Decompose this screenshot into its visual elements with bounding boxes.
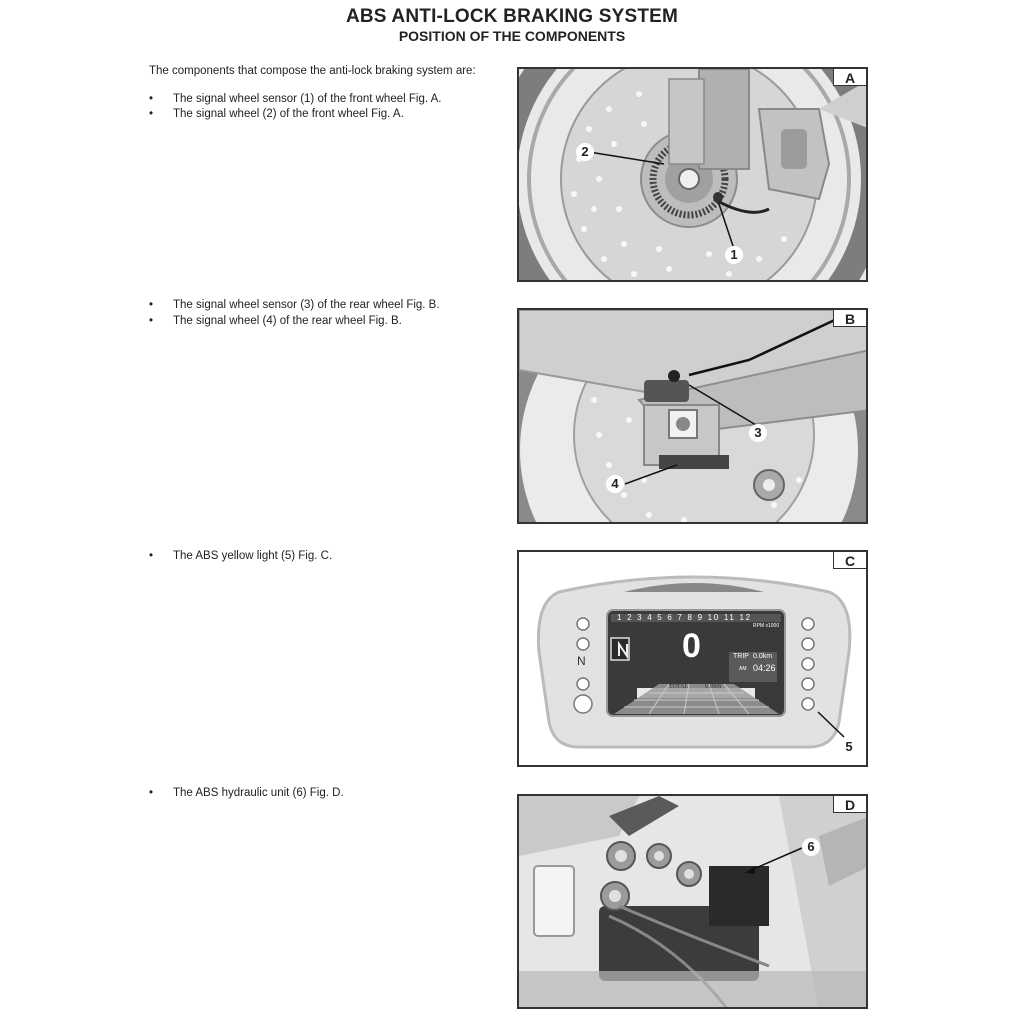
callout-1: 1 bbox=[725, 246, 743, 264]
list-item-text: The signal wheel (2) of the front wheel Fig. A. bbox=[173, 108, 404, 120]
speed-readout: 0 bbox=[682, 627, 701, 665]
trip-value: 0.0km bbox=[753, 653, 773, 660]
page-subtitle: POSITION OF THE COMPONENTS bbox=[398, 28, 626, 44]
figure-label: A bbox=[833, 68, 867, 86]
callout-5: 5 bbox=[840, 738, 858, 756]
list-item bbox=[149, 787, 344, 799]
tachometer-scale: 1 2 3 4 5 6 7 8 9 10 11 12 bbox=[617, 613, 752, 622]
list-item-text: The signal wheel sensor (3) of the rear wheel Fig. B. bbox=[173, 299, 440, 311]
callout-3: 3 bbox=[749, 424, 767, 442]
bullet-icon: • bbox=[149, 108, 154, 120]
list-item bbox=[149, 550, 332, 562]
callout-2: 2 bbox=[576, 143, 594, 161]
total-value: 0.0km bbox=[705, 684, 722, 690]
bullet-icon: • bbox=[149, 93, 154, 105]
bullet-icon: • bbox=[149, 550, 154, 562]
bullet-icon: • bbox=[149, 315, 154, 327]
figure-b bbox=[517, 308, 868, 524]
figure-label: B bbox=[833, 309, 867, 327]
list-item-text: The signal wheel (4) of the rear wheel Fig. B. bbox=[173, 315, 402, 327]
figure-label: C bbox=[833, 551, 867, 569]
list-item-text: The ABS hydraulic unit (6) Fig. D. bbox=[173, 787, 344, 799]
bullet-icon: • bbox=[149, 299, 154, 311]
list-item-text: The signal wheel sensor (1) of the front wheel Fig. A. bbox=[173, 93, 442, 105]
figure-d bbox=[517, 794, 868, 1009]
rpm-unit: RPM x1000 bbox=[753, 623, 780, 629]
neutral-gear-indicator: N bbox=[577, 654, 586, 668]
time-label: AM bbox=[739, 666, 747, 672]
rear-wheel-illustration bbox=[519, 310, 868, 524]
list-item bbox=[149, 315, 402, 327]
hydraulic-unit-illustration bbox=[519, 796, 868, 1009]
list-item-text: The ABS yellow light (5) Fig. C. bbox=[173, 550, 333, 562]
intro-text: The components that compose the anti-lock braking system are: bbox=[149, 65, 476, 77]
callout-4: 4 bbox=[606, 475, 624, 493]
page-title: ABS ANTI-LOCK BRAKING SYSTEM bbox=[345, 6, 679, 27]
clock-value: 04:26 bbox=[753, 663, 776, 673]
callout-6: 6 bbox=[802, 838, 820, 856]
bullet-icon: • bbox=[149, 787, 154, 799]
list-item bbox=[149, 108, 404, 120]
figure-a bbox=[517, 67, 868, 282]
front-wheel-illustration bbox=[519, 69, 868, 282]
total-label: TOTAL bbox=[669, 684, 689, 690]
list-item bbox=[149, 93, 441, 105]
list-item bbox=[149, 299, 440, 311]
trip-label: TRIP bbox=[733, 653, 749, 660]
figure-label: D bbox=[833, 795, 867, 813]
figure-c bbox=[517, 550, 868, 767]
